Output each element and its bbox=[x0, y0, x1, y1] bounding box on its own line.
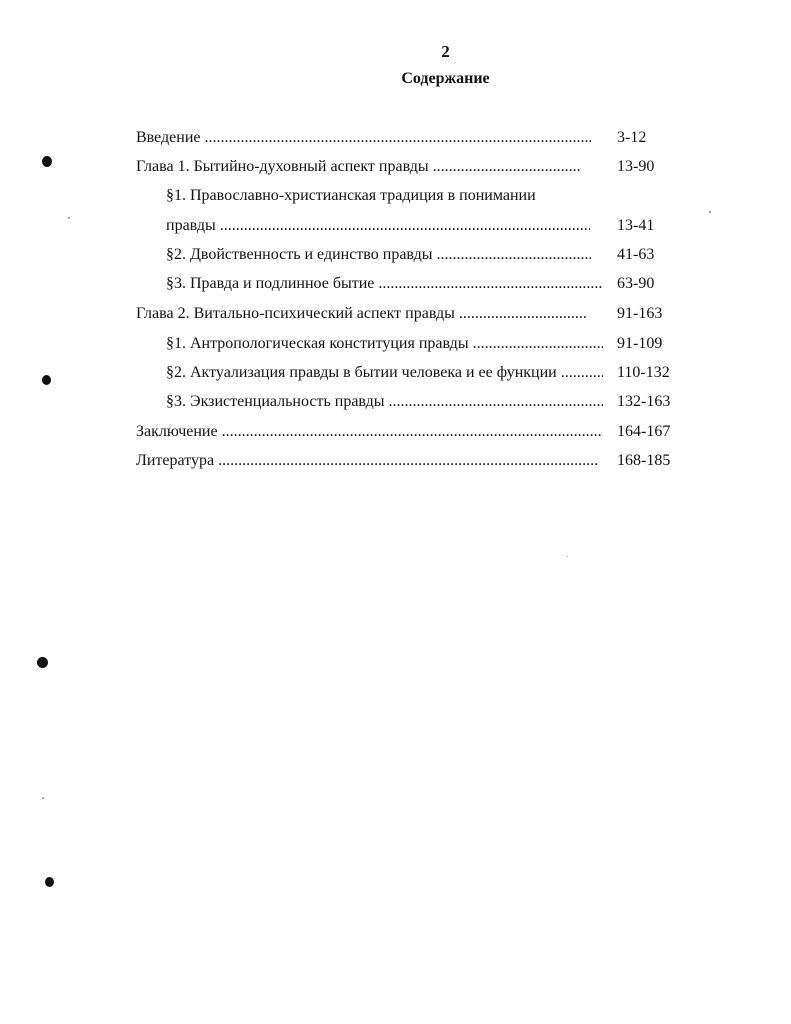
toc-entry-pages: 91-163 bbox=[617, 305, 663, 322]
toc-entry-pages: 13-41 bbox=[617, 217, 655, 234]
punch-hole-mark bbox=[45, 877, 54, 887]
toc-entry-text: Глава 2. Витально-психический аспект правды ..... bbox=[136, 303, 586, 325]
punch-hole-mark bbox=[42, 156, 52, 167]
page-number: 2 bbox=[441, 42, 450, 61]
scan-speck bbox=[68, 217, 70, 219]
toc-entry-text: §2. Двойственность и единство правды ..... bbox=[166, 244, 591, 266]
toc-entry-literature[interactable] bbox=[0, 450, 791, 472]
toc-entry-ch2-sec1[interactable] bbox=[0, 333, 791, 355]
scan-speck bbox=[567, 556, 568, 557]
toc-entry-text: Глава 1. Бытийно-духовный аспект правды ..... bbox=[136, 156, 582, 178]
punch-hole-mark bbox=[37, 657, 48, 668]
toc-entry-ch1-sec1-line2[interactable] bbox=[0, 215, 791, 237]
toc-entry-pages: 13-90 bbox=[617, 158, 655, 175]
toc-entry-ch1-sec2[interactable] bbox=[0, 244, 791, 266]
toc-entry-pages: 168-185 bbox=[617, 452, 671, 469]
punch-hole-mark bbox=[42, 375, 51, 385]
toc-entry-text: §2. Актуализация правды в бытии человека и ее функции ..... bbox=[166, 362, 603, 384]
scan-speck bbox=[709, 211, 711, 213]
toc-entry-text: §1. Православно-христианская традиция в понимании bbox=[166, 187, 536, 204]
toc-entry-ch1-sec3[interactable] bbox=[0, 273, 791, 295]
table-of-contents bbox=[0, 127, 791, 487]
toc-entry-text: Литература ..... bbox=[136, 450, 598, 472]
toc-entry-text: правды ..... bbox=[166, 215, 590, 237]
toc-entry-text: §1. Антропологическая конституция правды ..... bbox=[166, 333, 603, 355]
toc-entry-pages: 110-132 bbox=[617, 364, 670, 381]
toc-entry-text: Введение ..... bbox=[136, 127, 591, 149]
toc-entry-ch2-sec3[interactable] bbox=[0, 391, 791, 413]
toc-entry-ch1-sec1-line1[interactable] bbox=[0, 185, 791, 207]
toc-entry-pages: 91-109 bbox=[617, 335, 663, 352]
toc-entry-text: Заключение ..... bbox=[136, 421, 603, 443]
toc-entry-text: §3. Экзистенциальность правды ..... bbox=[166, 391, 603, 413]
toc-entry-chapter-1[interactable] bbox=[0, 156, 791, 178]
scan-speck bbox=[42, 797, 44, 799]
toc-entry-pages: 63-90 bbox=[617, 275, 655, 292]
toc-entry-chapter-2[interactable] bbox=[0, 303, 791, 325]
toc-entry-text: §3. Правда и подлинное бытие ..... bbox=[166, 273, 603, 295]
toc-entry-pages: 132-163 bbox=[617, 393, 671, 410]
toc-title: Содержание bbox=[401, 70, 490, 87]
toc-entry-pages: 41-63 bbox=[617, 246, 655, 263]
toc-entry-conclusion[interactable] bbox=[0, 421, 791, 443]
toc-entry-pages: 164-167 bbox=[617, 423, 671, 440]
toc-entry-ch2-sec2[interactable] bbox=[0, 362, 791, 384]
toc-entry-pages: 3-12 bbox=[617, 129, 647, 146]
toc-entry-introduction[interactable] bbox=[0, 127, 791, 149]
